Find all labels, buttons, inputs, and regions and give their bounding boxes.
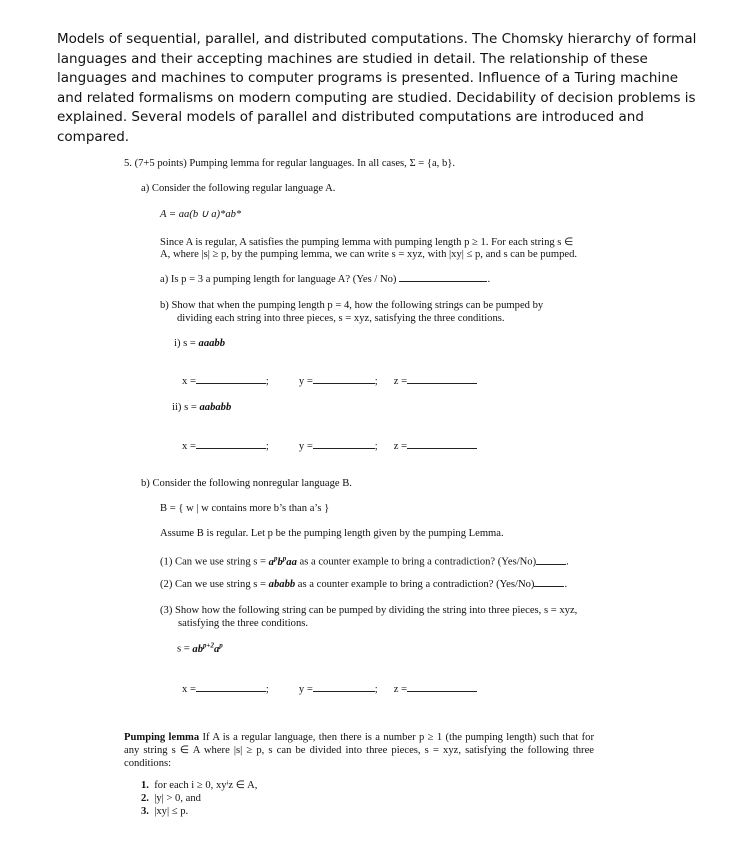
answer-blank-b-2[interactable] — [534, 586, 564, 587]
lemma-conditions — [141, 779, 257, 818]
q1-exp-1: p — [273, 554, 278, 562]
course-description: Models of sequential, parallel, and distributed computations. The Chomsky hierarchy of formal languages and their accepting machines are studied in detail. The relationship of these languages and machines to computer programs is presented. Influence of a Turing machine and related formalisms on modern computing are studied. Decidability of decision problems is explained. Several models of parallel and distributed computations are introduced and compared. — [57, 31, 697, 145]
x-blank[interactable] — [196, 383, 266, 384]
s3-exp: p+2 — [203, 641, 214, 649]
condition-3-num: 3. — [141, 806, 149, 817]
x-blank[interactable] — [196, 448, 266, 449]
s3-ab: ab — [192, 643, 203, 655]
q1-text-a: (1) Can we use string s = — [160, 556, 269, 568]
q1-text-b: as a counter example to bring a contradiction? (Yes/No) — [296, 556, 537, 568]
fill-row-i: x = ; y = ; z = — [182, 376, 477, 387]
question-a-b-line-2: dividing each string into three pieces, s = xyz, satisfying the three conditions. — [177, 313, 505, 324]
question-b-1: (1) Can we use string $s = a^pb^paa$ as a counter example to bring a contradiction? (Yes/No) . — [160, 554, 569, 568]
question-a-a-text: a) Is p = 3 a pumping length for language A? (Yes / No) — [160, 274, 397, 285]
fill-row-ii: x = ; y = ; z = — [182, 441, 477, 452]
q2-string: ababb — [268, 579, 296, 590]
condition-2-text: |y| > 0, and — [154, 793, 201, 804]
answer-blank-a-a[interactable] — [399, 281, 487, 282]
language-b: B = { w | w contains more b’s than a’s } — [160, 503, 330, 514]
condition-1-text: for each i ≥ 0, xyⁱz ∈ A, — [154, 780, 258, 791]
s3-label: s = — [177, 643, 193, 655]
condition-2 — [141, 792, 257, 805]
z-blank[interactable] — [407, 448, 477, 449]
string-ii — [172, 402, 231, 413]
question-b-3-line-1: (3) Show how the following string can be pumped by dividing the string into three pieces, s = xyz, — [160, 605, 578, 616]
language-a: A = aa(b ∪ a)*ab* — [160, 209, 242, 220]
question-b-3-line-2: satisfying the three conditions. — [178, 618, 309, 629]
condition-3-text: |xy| ≤ p. — [154, 806, 189, 817]
lemma-text: If A is a regular language, then there is a number p ≥ 1 (the pumping length) such that for any string s ∈ A where |s| ≥ p, s can be divided into three pieces, s = xyz, satisfying the following three conditions: — [124, 732, 595, 769]
q1-b: b — [277, 556, 283, 568]
q1-aa: aa — [286, 556, 297, 568]
q2-text-a: (2) Can we use string s = — [160, 579, 269, 590]
q1-a: a — [268, 556, 274, 568]
q1-exp-2: p — [282, 554, 287, 562]
condition-1 — [141, 779, 257, 792]
y-blank[interactable] — [313, 383, 375, 384]
x-label: x = — [182, 376, 196, 387]
z-blank[interactable] — [407, 691, 477, 692]
since-line-1: Since A is regular, A satisfies the pumping lemma with pumping length p ≥ 1. For each string s ∈ — [160, 237, 574, 248]
y-label: y = — [298, 684, 313, 695]
question-b-2: (2) Can we use string s = ababb as a counter example to bring a contradiction? (Yes/No) . — [160, 579, 568, 590]
fill-row-b-3: x = ; y = ; z = — [182, 684, 477, 695]
question-a-a: a) Is p = 3 a pumping length for language A? (Yes / No) . — [160, 274, 491, 285]
part-a-intro: a) Consider the following regular language A. — [141, 183, 336, 194]
condition-2-num: 2. — [141, 793, 149, 804]
string-ii-value: aababb — [199, 402, 232, 413]
z-label: z = — [393, 376, 408, 387]
lemma-title: Pumping lemma — [124, 732, 200, 743]
condition-3 — [141, 805, 257, 818]
x-blank[interactable] — [196, 691, 266, 692]
y-blank[interactable] — [313, 691, 375, 692]
since-line-2: A, where |s| ≥ p, by the pumping lemma, we can write s = xyz, with |xy| ≤ p, and s can be pumped. — [160, 249, 578, 260]
s3-exp-2: p — [219, 641, 223, 649]
y-label: y = — [298, 441, 313, 452]
question-a-b-line-1: b) Show that when the pumping length p = 4, how the following strings can be pumped by — [160, 300, 544, 311]
s3-a: a — [214, 643, 220, 655]
pumping-lemma — [124, 731, 594, 770]
string-ii-label: ii) s = — [172, 402, 200, 413]
answer-blank-b-1[interactable] — [536, 564, 566, 565]
string-i-value: aaabb — [198, 338, 225, 349]
x-label: x = — [182, 684, 196, 695]
assume-text: Assume B is regular. Let p be the pumping length given by the pumping Lemma. — [160, 528, 504, 539]
condition-1-num: 1. — [141, 780, 149, 791]
string-i-label: i) s = — [174, 338, 199, 349]
x-label: x = — [182, 441, 196, 452]
y-label: y = — [298, 376, 313, 387]
part-b-intro: b) Consider the following nonregular language B. — [141, 478, 352, 489]
z-label: z = — [393, 684, 408, 695]
y-blank[interactable] — [313, 448, 375, 449]
string-i — [174, 338, 225, 349]
question-header: 5. (7+5 points) Pumping lemma for regular languages. In all cases, Σ = {a, b}. — [124, 158, 456, 169]
z-label: z = — [393, 441, 408, 452]
q2-text-b: as a counter example to bring a contradiction? (Yes/No) — [295, 579, 535, 590]
z-blank[interactable] — [407, 383, 477, 384]
string-b-3 — [177, 641, 223, 655]
